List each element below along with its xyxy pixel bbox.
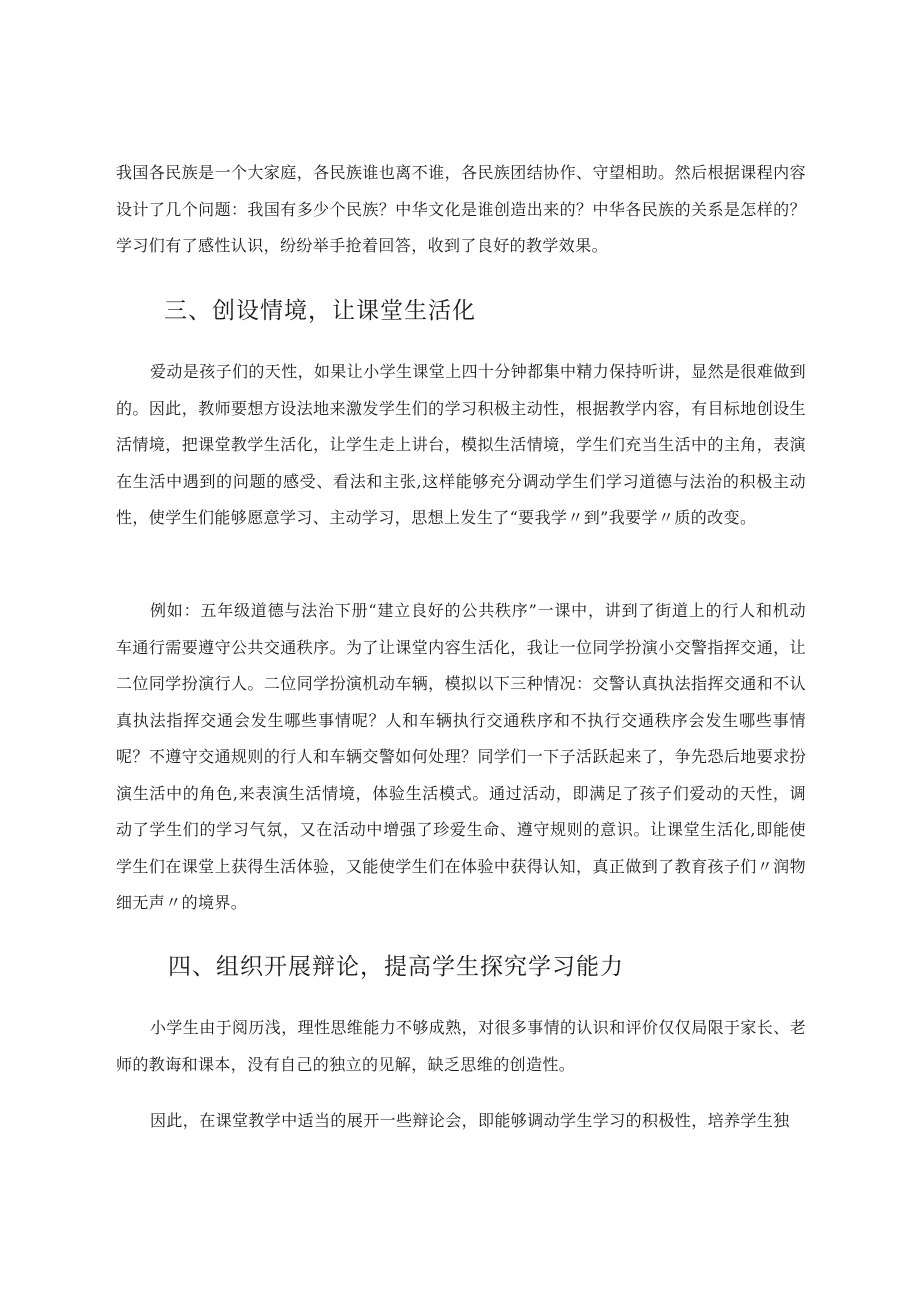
section-3-paragraph-1: 爱动是孩子们的天性，如果让小学生课堂上四十分钟都集中精力保持听讲，显然是很难做到的。因此，教师要想方设法地来激发学生们的学习积极主动性，根据教学内容，有目标地创设生活情境，把课堂教学生活化，让学生走上讲台，模拟生活情境，学生们充当生活中的主角，表演在生活中遇到的问题的感受、看法和主张,这样能够充分调动学生们学习道德与法治的积极主动性，使学生们能够愿意学习、主动学习，思想上发生了“要我学〃到”我要学〃质的改变。	[116, 362, 807, 527]
section-4-paragraph-2: 因此，在课堂教学中适当的展开一些辩论会，即能够调动学生学习的积极性，培养学生独	[150, 1111, 790, 1130]
section-heading-3: 三、创设情境，让课堂生活化	[164, 298, 476, 324]
intro-paragraph: 我国各民族是一个大家庭，各民族谁也离不谁，各民族团结协作、守望相助。然后根据课程内容设计了几个问题：我国有多少个民族？中华文化是谁创造出来的？中华各民族的关系是怎样的？学习们有了感性认识，纷纷举手抢着回答，收到了良好的教学效果。	[116, 163, 806, 255]
section-3-paragraph-2: 例如：五年级道德与法治下册“建立良好的公共秩序”一课中，讲到了街道上的行人和机动车通行需要遵守公共交通秩序。为了让课堂内容生活化，我让一位同学扮演小交警指挥交通，让二位同学扮演行人。二位同学扮演机动车辆，模拟以下三种情况：交警认真执法指挥交通和不认真执法指挥交通会发生哪些事情呢？人和车辆执行交通秩序和不执行交通秩序会发生哪些事情呢？不遵守交通规则的行人和车辆交警如何处理？同学们一下子活跃起来了，争先恐后地要求扮演生活中的角色,来表演生活情境，体验生活模式。通过活动，即满足了孩子们爱动的天性，调动了学生们的学习气氛，又在活动中增强了珍爱生命、遵守规则的意识。让课堂生活化,即能使学生们在课堂上获得生活体验，又能使学生们在体验中获得认知，真正做到了教育孩子们〃润物细无声〃的境界。	[116, 601, 806, 912]
section-heading-4: 四、组织开展辩论，提高学生探究学习能力	[168, 954, 624, 980]
section-4-paragraph-1: 小学生由于阅历浅，理性思维能力不够成熟，对很多事情的认识和评价仅仅局限于家长、老师的教诲和课本，没有自己的独立的见解，缺乏思维的创造性。	[116, 1018, 807, 1074]
